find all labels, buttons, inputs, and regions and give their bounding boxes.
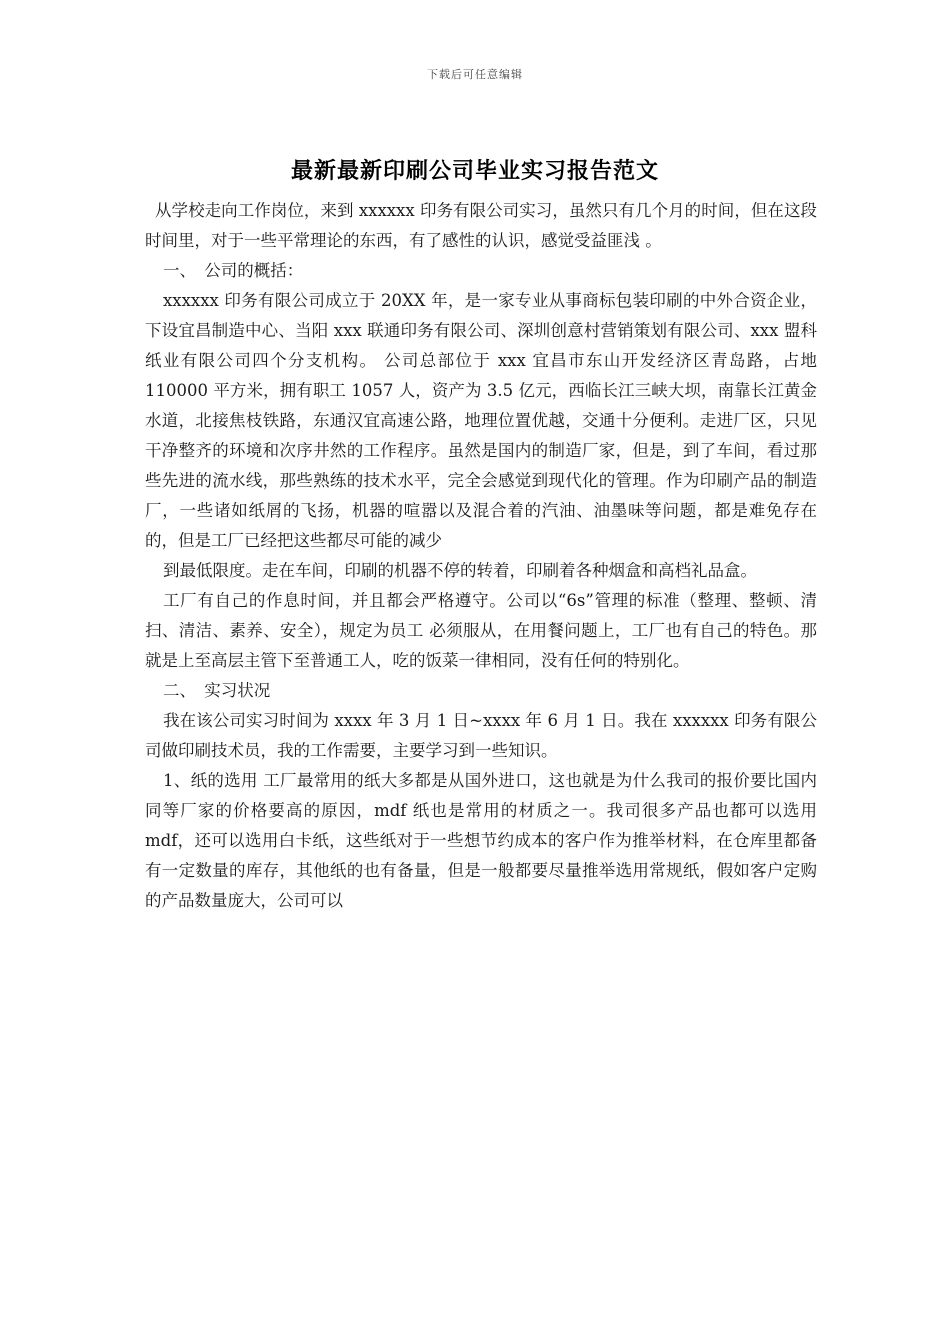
paragraph-intro: 从学校走向工作岗位，来到 xxxxxx 印务有限公司实习，虽然只有几个月的时间，但在这段时间里，对于一些平常理论的东西，有了感性的认识，感觉受益匪浅 。 <box>145 201 817 250</box>
paragraph-company-overview: xxxxxx 印务有限公司成立于 20XX 年，是一家专业从事商标包装印刷的中外合资企业，下设宜昌制造中心、当阳 xxx 联通印务有限公司、深圳创意村营销策划有限公司、xxx 盟科纸业有限公司四个分支机构。 公司总部位于 xxx 宜昌市东山开发经济区青岛路，占地 110000 平方米，拥有职工 1057 人，资产为 3.5 亿元，西临长江三峡大坝，南靠长江黄金水道，北接焦枝铁路，东通汉宜高速公路，地理位置优越，交通十分便利。走进厂区，只见干净整齐的环境和次序井然的工作程序。虽然是国内的制造厂家，但是，到了车间，看过那些先进的流水线，那些熟练的技术水平，完全会感觉到现代化的管理。作为印刷产品的制造厂，一些诸如纸屑的飞扬，机器的喧嚣以及混合着的汽油、油墨味等问题，都是难免存在的，但是工厂已经把这些都尽可能的减少 <box>145 291 817 550</box>
document-title: 最新最新印刷公司毕业实习报告范文 <box>290 158 659 184</box>
paragraph-internship-period: 我在该公司实习时间为 xxxx 年 3 月 1 日~xxxx 年 6 月 1 日。我在 xxxxxx 印务有限公司做印刷技术员，我的工作需要，主要学习到一些知识。 <box>145 711 817 760</box>
document-body <box>145 196 817 916</box>
section-heading-internship: 二、 实习状况 <box>163 681 271 700</box>
paragraph-workshop: 到最低限度。走在车间，印刷的机器不停的转着，印刷着各种烟盒和高档礼品盒。 <box>163 561 757 580</box>
paragraph-schedule: 工厂有自己的作息时间，并且都会严格遵守。公司以“6s”管理的标准（整理、整顿、清扫、清洁、素养、安全），规定为员工 必须服从，在用餐问题上，工厂也有自己的特色。那就是上至高层主管下至普通工人，吃的饭菜一律相同，没有任何的特别化。 <box>145 591 817 670</box>
section-heading-company-overview: 一、 公司的概括： <box>163 261 304 280</box>
header-note: 下载后可任意编辑 <box>427 68 523 81</box>
paragraph-paper-selection: 1、纸的选用 工厂最常用的纸大多都是从国外进口，这也就是为什么我司的报价要比国内同等厂家的价格要高的原因，mdf 纸也是常用的材质之一。我司很多产品也都可以选用 mdf，还可以选用白卡纸，这些纸对于一些想节约成本的客户作为推举材料，在仓库里都备有一定数量的库存，其他纸的也有备量，但是一般都要尽量推举选用常规纸，假如客户定购的产品数量庞大，公司可以 <box>145 771 817 910</box>
